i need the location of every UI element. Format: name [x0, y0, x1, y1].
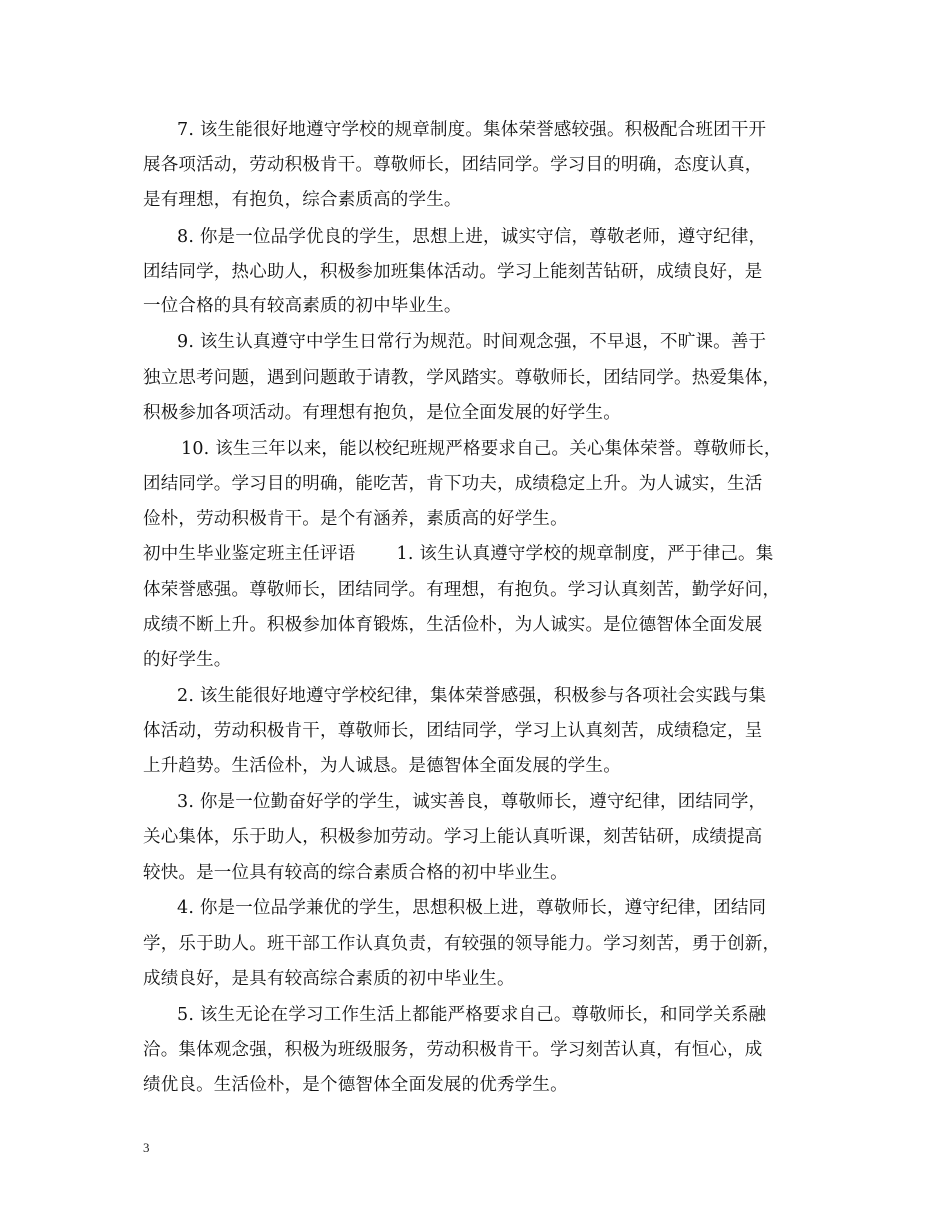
text-line: 团结同学，热心助人，积极参加班集体活动。学习上能刻苦钻研，成绩良好，是 — [143, 262, 763, 282]
text-line: 上升趋势。生活俭朴，为人诚恳。是德智体全面发展的学生。 — [143, 756, 621, 776]
text-line: 成绩不断上升。积极参加体育锻炼，生活俭朴，为人诚实。是位德智体全面发展 — [143, 615, 763, 635]
text-line: 的好学生。 — [143, 650, 232, 670]
text-line: 独立思考问题，遇到问题敢于请教，学风踏实。尊敬师长，团结同学。热爱集体， — [143, 368, 781, 388]
text-line: 展各项活动，劳动积极肯干。尊敬师长，团结同学。学习目的明确，态度认真， — [143, 155, 763, 175]
text-line: 7. 该生能很好地遵守学校的规章制度。集体荣誉感较强。积极配合班团干开 — [177, 120, 767, 140]
text-line: 3. 你是一位勤奋好学的学生，诚实善良，尊敬师长，遵守纪律，团结同学， — [177, 792, 767, 812]
text-line: 10. 该生三年以来，能以校纪班规严格要求自己。关心集体荣誉。尊敬师长， — [181, 439, 782, 459]
text-line: 5. 该生无论在学习工作生活上都能严格要求自己。尊敬师长，和同学关系融 — [177, 1005, 767, 1025]
text-line: 关心集体，乐于助人，积极参加劳动。学习上能认真听课，刻苦钻研，成绩提高 — [143, 827, 763, 847]
text-line: 绩优良。生活俭朴，是个德智体全面发展的优秀学生。 — [143, 1075, 568, 1095]
text-line: 洽。集体观念强，积极为班级服务，劳动积极肯干。学习刻苦认真，有恒心，成 — [143, 1040, 763, 1060]
text-line: 2. 该生能很好地遵守学校纪律，集体荣誉感强，积极参与各项社会实践与集 — [177, 686, 767, 706]
text-line: 俭朴，劳动积极肯干。是个有涵养，素质高的好学生。 — [143, 509, 568, 529]
text-line: 一位合格的具有较高素质的初中毕业生。 — [143, 296, 462, 316]
text-line: 体荣誉感强。尊敬师长，团结同学。有理想，有抱负。学习认真刻苦，勤学好问， — [143, 580, 781, 600]
page-number: 3 — [143, 1140, 150, 1155]
text-line: 积极参加各项活动。有理想有抱负，是位全面发展的好学生。 — [143, 403, 621, 423]
text-line: 4. 你是一位品学兼优的学生，思想积极上进，尊敬师长，遵守纪律，团结同 — [177, 898, 767, 918]
text-line: 是有理想，有抱负，综合素质高的学生。 — [143, 190, 462, 210]
text-line: 初中生毕业鉴定班主任评语 1. 该生认真遵守学校的规章制度，严于律己。集 — [143, 544, 774, 564]
text-line: 9. 该生认真遵守中学生日常行为规范。时间观念强，不早退，不旷课。善于 — [177, 332, 767, 352]
text-line: 成绩良好，是具有较高综合素质的初中毕业生。 — [143, 969, 515, 989]
text-line: 团结同学。学习目的明确，能吃苦，肯下功夫，成绩稳定上升。为人诚实，生活 — [143, 474, 763, 494]
text-line: 学，乐于助人。班干部工作认真负责，有较强的领导能力。学习刻苦，勇于创新， — [143, 934, 781, 954]
text-line: 较快。是一位具有较高的综合素质合格的初中毕业生。 — [143, 863, 568, 883]
text-line: 体活动，劳动积极肯干，尊敬师长，团结同学，学习上认真刻苦，成绩稳定，呈 — [143, 721, 763, 741]
text-line: 8. 你是一位品学优良的学生，思想上进，诚实守信，尊敬老师，遵守纪律， — [177, 227, 767, 247]
